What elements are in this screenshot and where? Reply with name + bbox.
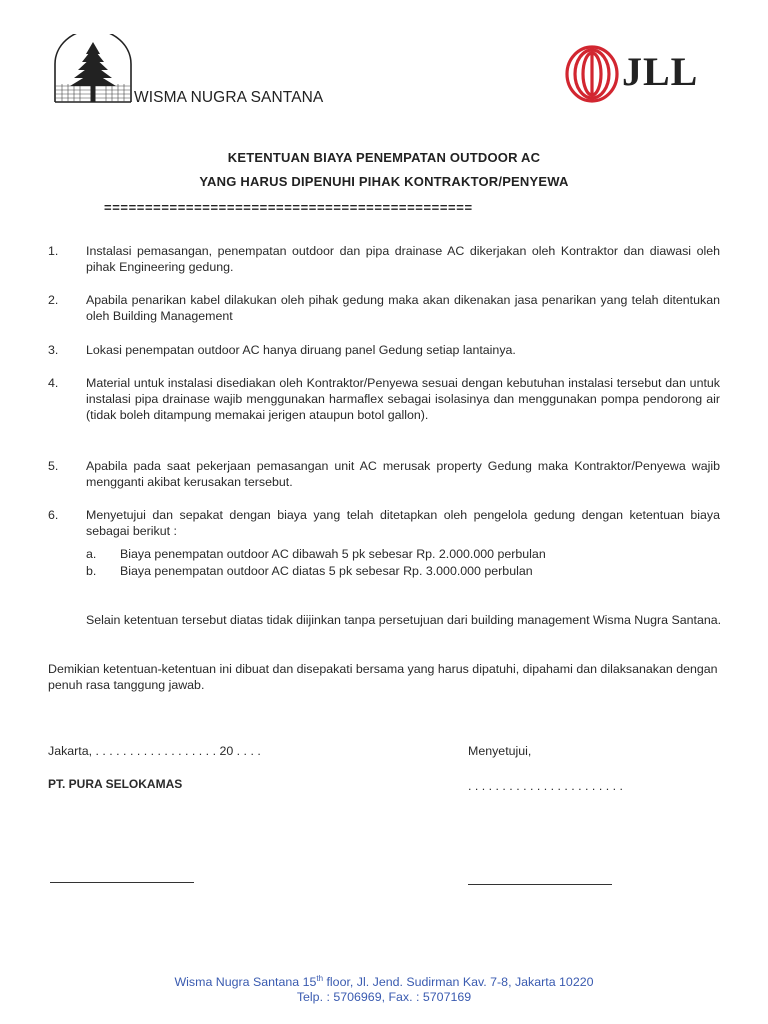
list-item [48,458,728,492]
list-item [48,342,728,360]
sub-item-text: Biaya penempatan outdoor AC diatas 5 pk sebesar Rp. 3.000.000 perbulan [120,564,533,578]
item-text: Instalasi pemasangan, penempatan outdoor dan pipa drainase AC dikerjakan oleh Kontraktor dan diawasi oleh pihak Engineering gedung. [86,244,720,274]
sub-item [86,546,706,564]
item-number: 1. [48,244,59,258]
list-item [48,243,728,277]
signature-line-left [50,882,194,883]
footer-phone: Telp. : 5706969, Fax. : 5707169 [296,990,472,1004]
item-text: Material untuk instalasi disediakan oleh Kontraktor/Penyewa sesuai dengan kebutuhan instalasi tersebut dan untuk instalasi pipa drainase wajib menggunakan harmaflex sebagai isolasinya dan menggunakan pompa pendorong air (tidak boleh ditampung memakai jerigen ataupun botol gallon). [86,376,720,422]
sub-item-text: Biaya penempatan outdoor AC dibawah 5 pk sebesar Rp. 2.000.000 perbulan [120,547,546,561]
place-date: Jakarta, . . . . . . . . . . . . . . . . . . 20 . . . . [48,744,261,758]
footer-address-pre: Wisma Nugra Santana 15 [174,975,317,990]
item-number: 4. [48,376,59,390]
item-number: 5. [48,459,59,473]
sub-item [86,563,706,581]
list-item [48,375,728,441]
item-number: 3. [48,343,59,357]
jll-wordmark: JLL [622,49,699,94]
item-text: Lokasi penempatan outdoor AC hanya diruang panel Gedung setiap lantainya. [86,343,516,357]
sub-item-letter: a. [86,547,97,561]
jll-swirl-icon [564,44,620,104]
title-line-1: KETENTUAN BIAYA PENEMPATAN OUTDOOR AC [227,150,541,165]
footer-address-sup: th [316,974,324,983]
sub-item-letter: b. [86,564,97,578]
list-item [48,507,728,541]
approve-dots: . . . . . . . . . . . . . . . . . . . . . . . [468,779,623,793]
closing-paragraph: Demikian ketentuan-ketentuan ini dibuat dan disepakati bersama yang harus dipatuhi, dipahami dan dilaksanakan dengan penuh rasa tanggung jawab. [48,662,718,692]
note-paragraph: Selain ketentuan tersebut diatas tidak diijinkan tanpa persetujuan dari building management Wisma Nugra Santana. [86,613,722,627]
item-text: Apabila penarikan kabel dilakukan oleh pihak gedung maka akan dikenakan jasa penarikan yang telah ditentukan oleh Building Management [86,293,720,323]
item-text: Menyetujui dan sepakat dengan biaya yang telah ditetapkan oleh pengelola gedung dengan ketentuan biaya sebagai berikut : [86,508,720,538]
org-name: WISMA NUGRA SANTANA [134,89,324,106]
wisma-nugra-santana-logo [52,34,134,104]
item-number: 6. [48,508,59,522]
title-rule: ============================================= [104,200,473,215]
list-item [48,292,728,326]
item-text: Apabila pada saat pekerjaan pemasangan unit AC merusak property Gedung maka Kontraktor/Penyewa wajib mengganti akibat kerusakan tersebut. [86,459,720,489]
signature-line-right [468,884,612,885]
approve-label: Menyetujui, [468,744,532,758]
item-number: 2. [48,293,59,307]
title-line-2: YANG HARUS DIPENUHI PIHAK KONTRAKTOR/PENYEWA [199,174,569,189]
footer-address-post: floor, Jl. Jend. Sudirman Kav. 7-8, Jakarta 10220 [323,975,594,990]
company-name: PT. PURA SELOKAMAS [48,777,183,791]
jll-logo [564,44,714,104]
